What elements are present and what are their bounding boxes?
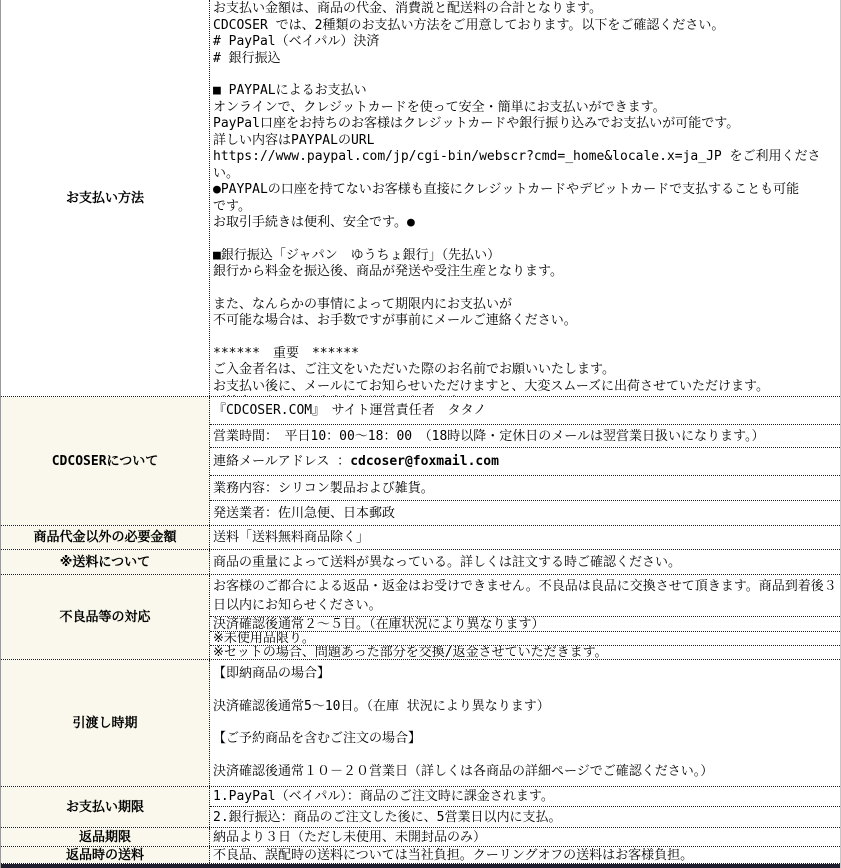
unused-only-line: ※未使用品限り。 [210,632,840,646]
row-label-payment-method: お支払い方法 [1,0,210,396]
blank-line [213,281,840,297]
business-description-line: 業務内容：シリコン製品および雑貨。 [210,476,840,501]
set-exchange-line: ※セットの場合、問題あった部分を交換/返金させていただきます。 [213,646,608,659]
row-label-defective-items: 不良品等の対応 [1,575,210,659]
text-line: お支払い後に、メールにてお知らせいただけますと、大変スムーズに出荷させていただけます。 [213,378,770,394]
text-line [213,395,840,396]
row-label-delivery-time: 引渡し時期 [1,660,210,786]
paypal-url-text: https://www.paypal.com/jp/cgi-bin/webscr?cmd=_home&locale.x=ja_JP をご利用ください。 [213,149,821,181]
text-line: ご入金者名は、ご注文をいただいた際のお名前でお願いいたします。 [213,362,615,377]
text-line: PayPal口座をお持ちのお客様はクレジットカードや銀行振り込みでお支払いが可能です。 [213,116,740,131]
row-label-payment-deadline: お支払い期限 [1,787,210,827]
row-defective-items [1,575,840,660]
defective-items-content [210,575,840,659]
row-delivery-time [1,660,840,787]
text-line: ●PAYPALの口座を持てないお客様も直接にクレジットカードやデビットカードで支払することも可能 [213,182,800,197]
text-line: 決済確認後通常5～10日。（在庫 状況により異なります） [213,698,550,714]
row-label-return-deadline: 返品期限 [1,828,210,846]
text-line: オンラインで、クレジットカードを使って安全・簡単にお支払いができます。 [213,99,666,115]
blank-line [213,683,840,699]
row-extra-fees [1,526,840,550]
row-label-extra-fees: 商品代金以外の必要金額 [1,526,210,549]
text-line: 不可能な場合は、お手数ですが事前にメールご連絡ください。 [213,313,577,328]
return-shipping-cost-content [210,847,840,863]
row-payment-deadline [1,787,840,828]
row-payment-method [1,0,840,397]
text-line: また、なんらかの事情によって期限内にお支払いが [213,296,513,312]
return-deadline-text: 納品より３日（ただし未使用、未開封品のみ） [213,829,487,845]
blank-line [213,715,840,731]
return-deadline-content [210,828,840,846]
text-line: 詳しい内容はPAYPALのURL [213,132,375,148]
site-operator-line: 『CDCOSER.COM』 サイト運営責任者 タタノ [210,397,840,425]
blank-line [213,232,840,248]
shipping-carrier-line: 発送業者：佐川急便、日本郵政 [213,505,396,521]
business-hours-line: 営業時間： 平日10：00～18：00 （18時以降・定休日のメールは翌営業日扱いになります。） [210,425,840,448]
row-label-shipping-info: ※送料について [1,550,210,574]
payment-deadline-content [210,787,840,827]
blank-line [213,748,840,764]
return-shipping-cost-text: 不良品、誤配時の送料については当社負担。クーリングオフの送料はお客様負担。 [213,847,694,863]
about-cdcoser-content [210,397,840,525]
text-line: お支払い金額は、商品の代金、消費説と配送料の合計となります。 [213,1,602,16]
contact-email-label: 連絡メールアドレス ： [213,454,351,469]
row-label-return-shipping-cost: 返品時の送料 [1,847,210,863]
text-line: 【ご予約商品を含むご注文の場合】 [213,731,422,746]
contact-email-address: cdcoser@foxmail.com [350,454,499,469]
bottom-accent-bar [1,864,840,868]
text-line: お取引手続きは便利、安全です。● [213,215,415,230]
row-return-deadline [1,828,840,847]
shipping-info-text: 商品の重量によって送料が異なっている。詳しくは註文する時ご確認ください。 [213,554,682,570]
row-return-shipping-cost [1,847,840,864]
text-line: 決済確認後通常１０－２０営業日（詳しくは各商品の詳細ページでご確認ください。） [213,763,714,779]
blank-line [213,67,840,83]
extra-fees-content [210,526,840,549]
paypal-deadline-line: 1.PayPal（ベイパル）：商品のご注文時に課金されます。 [210,787,840,807]
text-line: 【即納商品の場合】 [213,666,331,681]
contact-email-line [210,448,840,476]
important-note-heading: ****** 重要 ****** [213,345,359,361]
text-line: 銀行から料金を振込後、商品が発送や受注生産となります。 [213,264,563,279]
return-policy-line: お客様のご都合による返品・返金はお受けできません。不良品は良品に交換させて頂きます。商品到着後３日以内にお知らせください。 [210,575,840,617]
row-shipping-info [1,550,840,575]
text-line: です。 [213,198,251,214]
payment-method-text [210,0,840,396]
blank-line [213,330,840,346]
bank-transfer-deadline-line: 2.銀行振込：商品のご注文した後に、5営業日以内に支払。 [213,809,562,825]
delivery-time-content [210,660,840,786]
delivery-time-text [210,660,840,780]
text-line: ■銀行振込「ジャパン ゆうちょ銀行」（先払い） [213,247,501,263]
row-label-about-cdcoser: CDCOSERについて [1,397,210,525]
text-line: ■ PAYPALによるお支払い [213,83,367,98]
text-line: # PayPal（ベイパル）決済 [213,34,380,49]
payment-method-content [210,0,840,396]
exchange-timing-line: 決済確認後通常２～５日。（在庫状況により異なります） [210,617,840,632]
extra-fees-text: 送料「送料無料商品除く」 [213,530,370,545]
text-line: CDCOSER では、2種類のお支払い方法をご用意しております。以下をご確認ください。 [213,17,725,33]
text-line: # 銀行振込 [213,50,281,66]
row-about-cdcoser [1,397,840,526]
shipping-info-content [210,550,840,574]
